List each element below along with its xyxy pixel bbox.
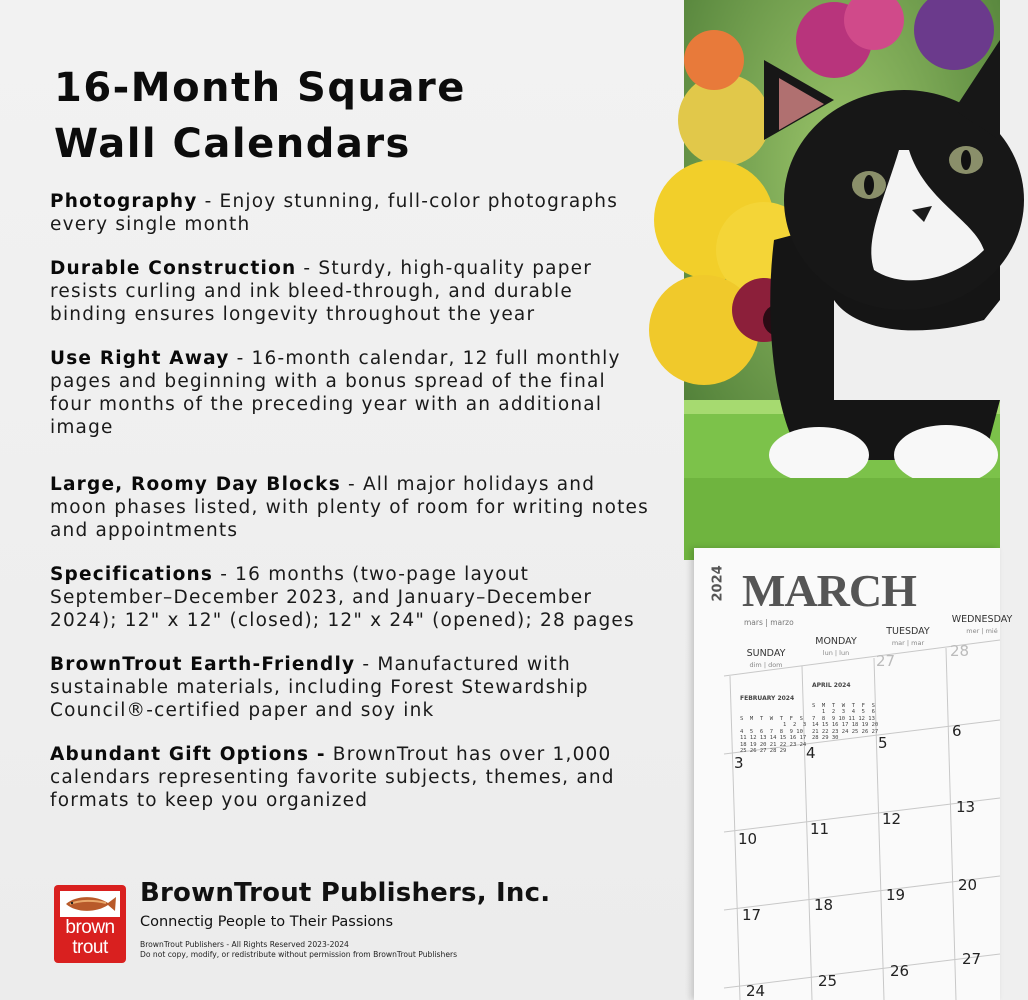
publisher-footer [54,878,674,988]
company-name: BrownTrout Publishers, Inc. [140,878,551,908]
kitten-photo [684,0,1000,560]
dayname-sunday: SUNDAY dim | dom [746,648,786,669]
calendar-grid [694,548,1000,1000]
copyright-text: BrownTrout Publishers - All Rights Reserved 2023-2024 [140,940,349,949]
date-24: 24 [746,982,766,1000]
date-12: 12 [882,810,902,828]
date-25: 25 [818,972,838,990]
date-3: 3 [734,754,744,772]
date-27: 27 [962,950,982,968]
date-20: 20 [958,876,978,894]
calendar-page-march [694,548,1013,1000]
date-6: 6 [952,722,962,740]
date-prev-28: 28 [950,642,970,660]
feature-day-blocks: Large, Roomy Day Blocks - All major holidays and moon phases listed, with plenty of room for writing notes and appointments [50,474,649,541]
copyright-notice: Do not copy, modify, or redistribute without permission from BrownTrout Publishers [140,950,458,959]
title-line-1: 16-Month Square [54,65,466,111]
date-10: 10 [738,830,758,848]
dayname-wednesday: WEDNESDAY mer | mié [951,614,1013,635]
mini-calendar-february: FEBRUARY 2024 S M T W T F S 1 2 3 4 5 6 7 8 9 10 11 12 13 14 15 16 17 18 19 20 21 22 23 24 25 26 27 28 29 [740,695,807,754]
title-line-2: Wall Calendars [54,121,411,167]
company-tagline: Connectig People to Their Passions [140,914,394,930]
date-26: 26 [890,962,910,980]
dayname-monday: MONDAY lun | lun [815,636,857,657]
feature-photography: Photography - Enjoy stunning, full-color photographs every single month [50,191,619,235]
feature-use-right-away: Use Right Away - 16-month calendar, 12 full monthly pages and beginning with a bonus spread of the final four months of the preceding year with an additional image [50,348,621,438]
trout-fish-icon [60,891,120,917]
feature-durable-construction: Durable Construction - Sturdy, high-quality paper resists curling and ink bleed-through, and durable binding ensures longevity throughout the year [50,258,593,325]
calendar-month-translations: mars | marzo [744,618,794,627]
calendar-month-title: MARCH [742,565,916,616]
date-19: 19 [886,886,906,904]
dayname-tuesday: TUESDAY mar | mar [886,626,930,647]
date-5: 5 [878,734,888,752]
feature-gift-options: Abundant Gift Options - BrownTrout has over 1,000 calendars representing favorite subjects, themes, and formats to keep you organized [50,744,615,811]
date-prev-27: 27 [876,652,896,670]
date-13: 13 [956,798,976,816]
mini-calendar-april: APRIL 2024 S M T W T F S 1 2 3 4 5 6 7 8 9 10 11 12 13 14 15 16 17 18 19 20 21 22 23 24 25 26 27 28 29 30 [812,682,879,741]
kitten-image [684,0,1000,560]
feature-list [50,190,650,833]
feature-specifications: Specifications - 16 months (two-page layout September–December 2023, and January–December 2024); 12" x 12" (closed); 12" x 24" (opened); 28 pages [50,564,635,631]
calendar-year: 2024 [710,565,726,602]
feature-earth-friendly: BrownTrout Earth-Friendly - Manufactured with sustainable materials, including Forest Stewardship Council®-certified paper and soy ink [50,654,589,721]
browntrout-logo: brown trout [54,885,126,963]
page-title [54,60,614,172]
date-11: 11 [810,820,830,838]
date-18: 18 [814,896,834,914]
date-4: 4 [806,744,816,762]
date-17: 17 [742,906,762,924]
